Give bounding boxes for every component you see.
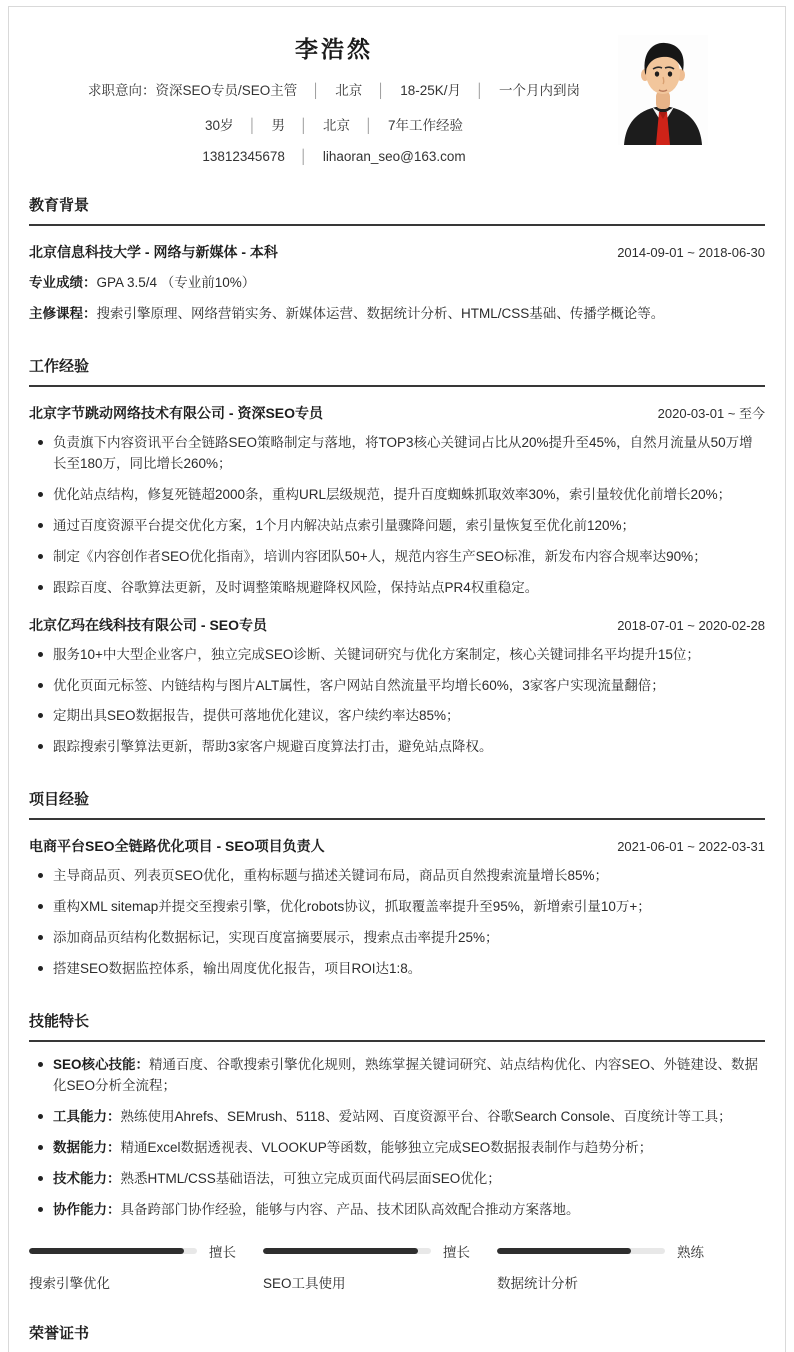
company-role: 北京字节跳动网络技术有限公司 - 资深SEO专员 xyxy=(29,404,324,421)
skill-label: 数据能力： xyxy=(53,1140,121,1156)
work-entry xyxy=(29,615,765,758)
project-bullet: 重构XML sitemap并提交至搜索引擎，优化robots协议，抓取覆盖率提升至95%，新增索引量10万+； xyxy=(53,896,765,918)
resume-page xyxy=(8,6,786,1352)
skill-text: 熟悉HTML/CSS基础语法，可独立完成页面代码层面SEO优化； xyxy=(120,1170,501,1186)
resume-header xyxy=(29,31,765,164)
skill-bar-track xyxy=(497,1248,665,1254)
phone-number: 13812345678 xyxy=(202,149,285,164)
age: 30岁 xyxy=(205,118,234,133)
skill-bars xyxy=(29,1241,765,1292)
work-bullet: 优化站点结构，修复死链超2000条，重构URL层级规范，提升百度蜘蛛抓取效率30%，索引量较优化前增长20%； xyxy=(53,484,765,506)
work-bullet: 定期出具SEO数据报告，提供可落地优化建议，客户续约率达85%； xyxy=(53,705,765,727)
skill-label: 技术能力： xyxy=(53,1170,121,1186)
location: 北京 xyxy=(322,118,350,133)
section-education xyxy=(29,194,765,325)
project-entry-head xyxy=(29,836,765,856)
section-title-project: 项目经验 xyxy=(29,788,765,820)
section-project xyxy=(29,788,765,979)
skill-bar-fill xyxy=(497,1248,631,1254)
company-role: 北京亿玛在线科技有限公司 - SEO专员 xyxy=(29,616,268,633)
header-text-block xyxy=(29,31,639,164)
skill-bullet xyxy=(53,1054,765,1098)
skill-bullet xyxy=(53,1168,765,1190)
job-intent-line xyxy=(29,79,639,99)
courses-label: 主修课程： xyxy=(29,306,97,322)
separator-bar: │ xyxy=(377,83,386,98)
gpa-value: GPA 3.5/4 （专业前10%） xyxy=(96,275,256,290)
skill-name: SEO工具使用 xyxy=(263,1275,346,1291)
skill-text: 精通Excel数据透视表、VLOOKUP等函数，能够独立完成SEO数据报表制作与趋势分析； xyxy=(120,1140,653,1156)
email-address: lihaoran_seo@163.com xyxy=(322,149,466,164)
skill-bullet xyxy=(53,1199,765,1221)
section-title-work: 工作经验 xyxy=(29,355,765,387)
separator-bar: │ xyxy=(312,83,321,98)
project-role: 电商平台SEO全链路优化项目 - SEO项目负责人 xyxy=(29,838,325,855)
separator-bar: │ xyxy=(299,118,309,133)
separator-bar: │ xyxy=(475,83,485,98)
skill-bar-track xyxy=(29,1248,197,1254)
job-intent-value: 资深SEO专员/SEO主管 xyxy=(155,83,298,98)
work-bullet-list xyxy=(29,644,765,758)
skills-bullet-list xyxy=(29,1054,765,1221)
gpa-row xyxy=(29,273,765,293)
job-intent-label: 求职意向： xyxy=(88,83,156,98)
availability: 一个月内到岗 xyxy=(498,83,580,98)
expected-salary: 18-25K/月 xyxy=(400,83,462,98)
skill-text: 熟练使用Ahrefs、SEMrush、5118、爱站网、百度资源平台、谷歌Search Console、百度统计等工具； xyxy=(120,1109,732,1125)
skill-name: 搜索引擎优化 xyxy=(29,1275,110,1291)
courses-row xyxy=(29,304,765,324)
project-entry xyxy=(29,836,765,979)
section-title-education: 教育背景 xyxy=(29,194,765,226)
project-bullet-list xyxy=(29,865,765,979)
work-bullet: 跟踪百度、谷歌算法更新，及时调整策略规避降权风险，保持站点PR4权重稳定。 xyxy=(53,577,765,599)
school-degree: 北京信息科技大学 - 网络与新媒体 - 本科 xyxy=(29,244,278,260)
skill-label: SEO核心技能： xyxy=(53,1056,150,1072)
male-avatar-portrait-icon xyxy=(618,35,708,145)
section-honors xyxy=(29,1322,765,1352)
skill-bar-row xyxy=(263,1241,479,1261)
job-city: 北京 xyxy=(335,83,363,98)
personal-info-line xyxy=(29,114,639,134)
work-bullet: 优化页面元标签、内链结构与图片ALT属性，客户网站自然流量平均增长60%，3家客户实现流量翻倍； xyxy=(53,675,765,697)
section-work xyxy=(29,355,765,759)
contact-line xyxy=(29,149,639,164)
skill-bar-fill xyxy=(263,1248,418,1254)
work-dates: 2020-03-01 ~ 至今 xyxy=(657,405,765,421)
work-bullet-list xyxy=(29,432,765,599)
skill-bar-item xyxy=(29,1241,245,1292)
skill-bar-item xyxy=(263,1241,479,1292)
skill-bar-track xyxy=(263,1248,431,1254)
skill-text: 具备跨部门协作经验，能够与内容、产品、技术团队高效配合推动方案落地。 xyxy=(120,1201,580,1217)
work-bullet: 制定《内容创作者SEO优化指南》，培训内容团队50+人，规范内容生产SEO标准，新发布内容合规率达90%； xyxy=(53,546,765,568)
separator-bar: │ xyxy=(248,118,257,133)
skill-bullet xyxy=(53,1137,765,1159)
work-entry xyxy=(29,403,765,599)
skill-text: 精通百度、谷歌搜索引擎优化规则，熟练掌握关键词研究、站点结构优化、内容SEO、外链建设、数据化SEO分析全流程； xyxy=(53,1056,759,1094)
education-entry xyxy=(29,242,765,325)
gender: 男 xyxy=(271,118,286,133)
skill-label: 工具能力： xyxy=(53,1109,121,1125)
skill-level-label: 擅长 xyxy=(209,1244,236,1260)
education-dates: 2014-09-01 ~ 2018-06-30 xyxy=(617,245,765,260)
skill-bullet xyxy=(53,1106,765,1128)
skill-label: 协作能力： xyxy=(53,1201,121,1217)
experience-years: 7年工作经验 xyxy=(387,118,463,133)
candidate-name: 李浩然 xyxy=(295,36,373,62)
section-title-skills: 技能特长 xyxy=(29,1010,765,1042)
work-dates: 2018-07-01 ~ 2020-02-28 xyxy=(617,617,765,633)
work-bullet: 服务10+中大型企业客户，独立完成SEO诊断、关键词研究与优化方案制定，核心关键词排名平均提升15位； xyxy=(53,644,765,666)
skill-name: 数据统计分析 xyxy=(497,1275,578,1291)
skill-level-label: 擅长 xyxy=(443,1244,470,1260)
section-title-honors: 荣誉证书 xyxy=(29,1324,90,1342)
skill-level-label: 熟练 xyxy=(677,1244,704,1260)
project-dates: 2021-06-01 ~ 2022-03-31 xyxy=(617,839,765,855)
work-entry-head xyxy=(29,403,765,423)
skill-bar-row xyxy=(497,1241,713,1261)
profile-photo xyxy=(618,35,708,145)
section-skills xyxy=(29,1010,765,1292)
separator-bar: │ xyxy=(364,118,374,133)
courses-value: 搜索引擎原理、网络营销实务、新媒体运营、数据统计分析、HTML/CSS基础、传播学概论等。 xyxy=(96,306,665,322)
work-bullet: 跟踪搜索引擎算法更新，帮助3家客户规避百度算法打击，避免站点降权。 xyxy=(53,736,765,758)
skill-bar-row xyxy=(29,1241,245,1261)
work-entry-head xyxy=(29,615,765,635)
skill-bar-fill xyxy=(29,1248,184,1254)
project-bullet: 添加商品页结构化数据标记，实现百度富摘要展示，搜索点击率提升25%； xyxy=(53,927,765,949)
separator-bar: │ xyxy=(299,149,309,164)
work-bullet: 通过百度资源平台提交优化方案，1个月内解决站点索引量骤降问题，索引量恢复至优化前120%； xyxy=(53,515,765,537)
education-entry-head xyxy=(29,242,765,262)
skill-bar-item xyxy=(497,1241,713,1292)
work-bullet: 负责旗下内容资讯平台全链路SEO策略制定与落地，将TOP3核心关键词占比从20%提升至45%，自然月流量从50万增长至180万，同比增长260%； xyxy=(53,432,765,476)
project-bullet: 搭建SEO数据监控体系，输出周度优化报告，项目ROI达1:8。 xyxy=(53,958,765,980)
gpa-label: 专业成绩： xyxy=(29,275,97,290)
project-bullet: 主导商品页、列表页SEO优化，重构标题与描述关键词布局，商品页自然搜索流量增长85%； xyxy=(53,865,765,887)
